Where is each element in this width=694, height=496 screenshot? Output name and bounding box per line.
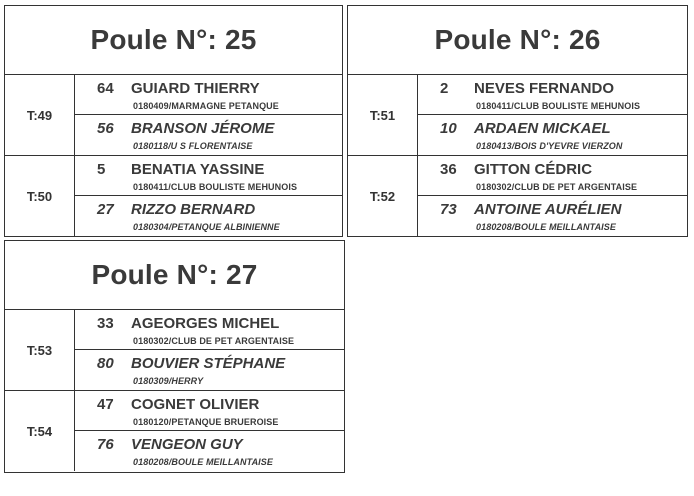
- player-number: 76: [97, 436, 114, 453]
- player-name: ANTOINE AURÉLIEN: [474, 201, 622, 218]
- player-entry: [75, 196, 342, 236]
- player-line: [440, 120, 611, 137]
- table-block-54: [5, 391, 344, 471]
- poule-title: Poule N°: 25: [5, 6, 342, 75]
- player-line: [97, 396, 259, 413]
- player-number: 36: [440, 161, 457, 178]
- player-line: [440, 201, 622, 218]
- player-line: [97, 315, 279, 332]
- poule-card-25: [4, 5, 343, 237]
- table-label: T:50: [5, 156, 75, 236]
- player-name: AGEORGES MICHEL: [131, 315, 280, 332]
- table-block-49: [5, 75, 342, 156]
- player-number: 73: [440, 201, 457, 218]
- player-number: 56: [97, 120, 114, 137]
- player-list: [75, 391, 344, 471]
- player-club: 0180208/BOULE MEILLANTAISE: [476, 222, 616, 232]
- player-entry: [75, 350, 344, 390]
- player-entry: [418, 156, 687, 196]
- table-label: T:52: [348, 156, 418, 236]
- player-club: 0180304/PETANQUE ALBINIENNE: [133, 222, 280, 232]
- table-block-53: [5, 310, 344, 391]
- player-club: 0180302/CLUB DE PET ARGENTAISE: [476, 182, 638, 192]
- table-label: T:49: [5, 75, 75, 155]
- table-label: T:53: [5, 310, 75, 390]
- player-number: 64: [97, 80, 114, 97]
- player-line: [97, 355, 285, 372]
- player-entry: [418, 115, 687, 155]
- player-name: BENATIA YASSINE: [131, 161, 265, 178]
- poule-card-26: [347, 5, 688, 237]
- player-number: 27: [97, 201, 114, 218]
- player-list: [75, 75, 342, 155]
- player-number: 2: [440, 80, 449, 97]
- player-entry: [75, 391, 344, 431]
- player-entry: [75, 431, 344, 471]
- player-name: GUIARD THIERRY: [131, 80, 260, 97]
- player-list: [418, 156, 687, 236]
- poule-title: Poule N°: 27: [5, 241, 344, 310]
- player-number: 5: [97, 161, 106, 178]
- player-line: [440, 161, 592, 178]
- player-club: 0180411/CLUB BOULISTE MEHUNOIS: [133, 182, 298, 192]
- player-line: [97, 80, 260, 97]
- player-entry: [75, 75, 342, 115]
- player-line: [97, 436, 243, 453]
- player-number: 10: [440, 120, 457, 137]
- player-club: 0180118/U S FLORENTAISE: [133, 141, 253, 151]
- table-block-50: [5, 156, 342, 236]
- player-club: 0180208/BOULE MEILLANTAISE: [133, 457, 273, 467]
- player-name: GITTON CÉDRIC: [474, 161, 593, 178]
- table-block-52: [348, 156, 687, 236]
- player-club: 0180309/HERRY: [133, 376, 204, 386]
- player-name: VENGEON GUY: [131, 436, 243, 453]
- player-line: [97, 161, 264, 178]
- player-name: RIZZO BERNARD: [131, 201, 256, 218]
- table-block-51: [348, 75, 687, 156]
- player-club: 0180120/PETANQUE BRUEROISE: [133, 417, 279, 427]
- player-club: 0180409/MARMAGNE PETANQUE: [133, 101, 279, 111]
- player-list: [75, 156, 342, 236]
- player-entry: [418, 75, 687, 115]
- player-line: [97, 201, 255, 218]
- player-line: [440, 80, 614, 97]
- player-club: 0180413/BOIS D'YEVRE VIERZON: [476, 141, 623, 151]
- player-entry: [75, 310, 344, 350]
- player-number: 47: [97, 396, 114, 413]
- player-number: 33: [97, 315, 114, 332]
- player-list: [418, 75, 687, 155]
- table-label: T:54: [5, 391, 75, 471]
- player-line: [97, 120, 274, 137]
- player-list: [75, 310, 344, 390]
- player-club: 0180302/CLUB DE PET ARGENTAISE: [133, 336, 295, 346]
- player-name: COGNET OLIVIER: [131, 396, 260, 413]
- player-name: BRANSON JÉROME: [131, 120, 275, 137]
- player-entry: [75, 156, 342, 196]
- player-number: 80: [97, 355, 114, 372]
- poule-card-27: [4, 240, 345, 473]
- player-name: NEVES FERNANDO: [474, 80, 615, 97]
- table-label: T:51: [348, 75, 418, 155]
- player-name: BOUVIER STÉPHANE: [131, 355, 286, 372]
- player-entry: [75, 115, 342, 155]
- player-club: 0180411/CLUB BOULISTE MEHUNOIS: [476, 101, 641, 111]
- poule-title: Poule N°: 26: [348, 6, 687, 75]
- player-entry: [418, 196, 687, 236]
- player-name: ARDAEN MICKAEL: [474, 120, 611, 137]
